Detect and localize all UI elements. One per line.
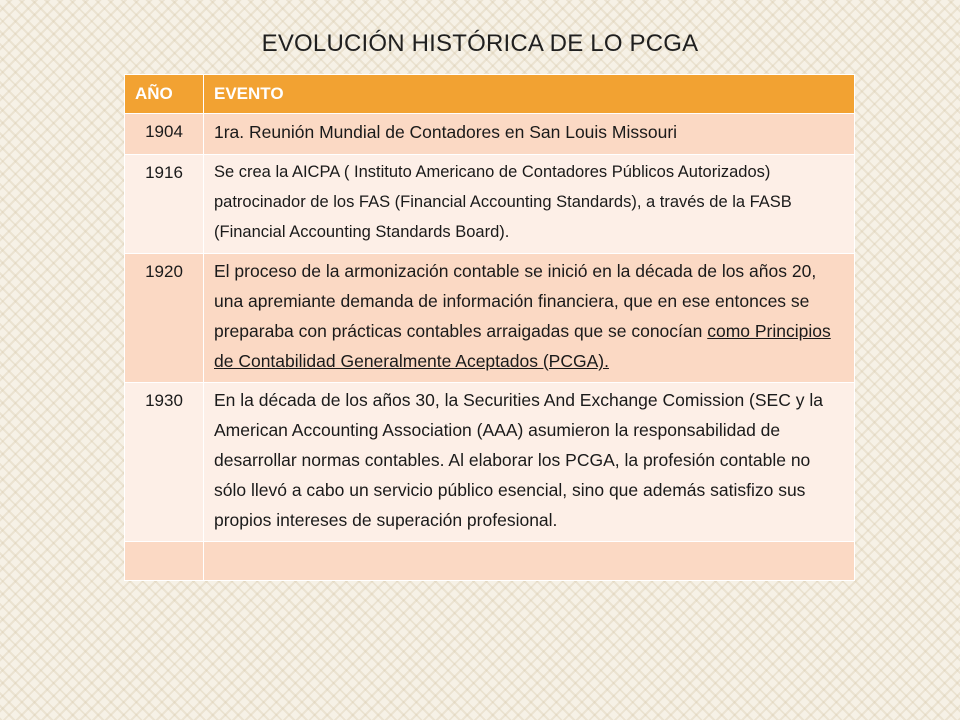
table-row — [125, 155, 855, 254]
table-row — [125, 254, 855, 383]
table-row-empty — [125, 542, 855, 581]
event-column-header: EVENTO — [204, 75, 855, 114]
row-event-text: El proceso de la armonización contable se inició en la década de los años 20, una apremiante demanda de información financiera, que en ese entonces se preparaba con prácticas contables arraigadas que se conocían — [214, 261, 817, 341]
row-event: Se crea la AICPA ( Instituto Americano de Contadores Públicos Autorizados) patrocinador de los FAS (Financial Accounting Standards), a través de la FASB (Financial Accounting Standards Board). — [204, 155, 855, 254]
pcga-link[interactable]: como Principios de Contabilidad Generalmente Aceptados (PCGA). — [214, 321, 831, 371]
table-header-row — [125, 75, 855, 114]
row-year: 1916 — [125, 155, 204, 254]
row-event — [204, 254, 855, 383]
row-event: En la década de los años 30, la Securities And Exchange Comission (SEC y la American Accounting Association (AAA) asumieron la responsabilidad de desarrollar normas contables. Al elaborar los PCGA, la profesión contable no sólo llevó a cabo un servicio público esencial, sino que además satisfizo sus propios intereses de superación profesional. — [204, 383, 855, 542]
table-row — [125, 114, 855, 155]
row-year: 1904 — [125, 114, 204, 155]
empty-cell — [204, 542, 855, 581]
events-table — [124, 74, 855, 581]
year-column-header: AÑO — [125, 75, 204, 114]
page-title: EVOLUCIÓN HISTÓRICA DE LO PCGA — [261, 30, 699, 57]
row-event: 1ra. Reunión Mundial de Contadores en San Louis Missouri — [204, 114, 855, 155]
row-year: 1930 — [125, 383, 204, 542]
table-row — [125, 383, 855, 542]
row-year: 1920 — [125, 254, 204, 383]
empty-cell — [125, 542, 204, 581]
